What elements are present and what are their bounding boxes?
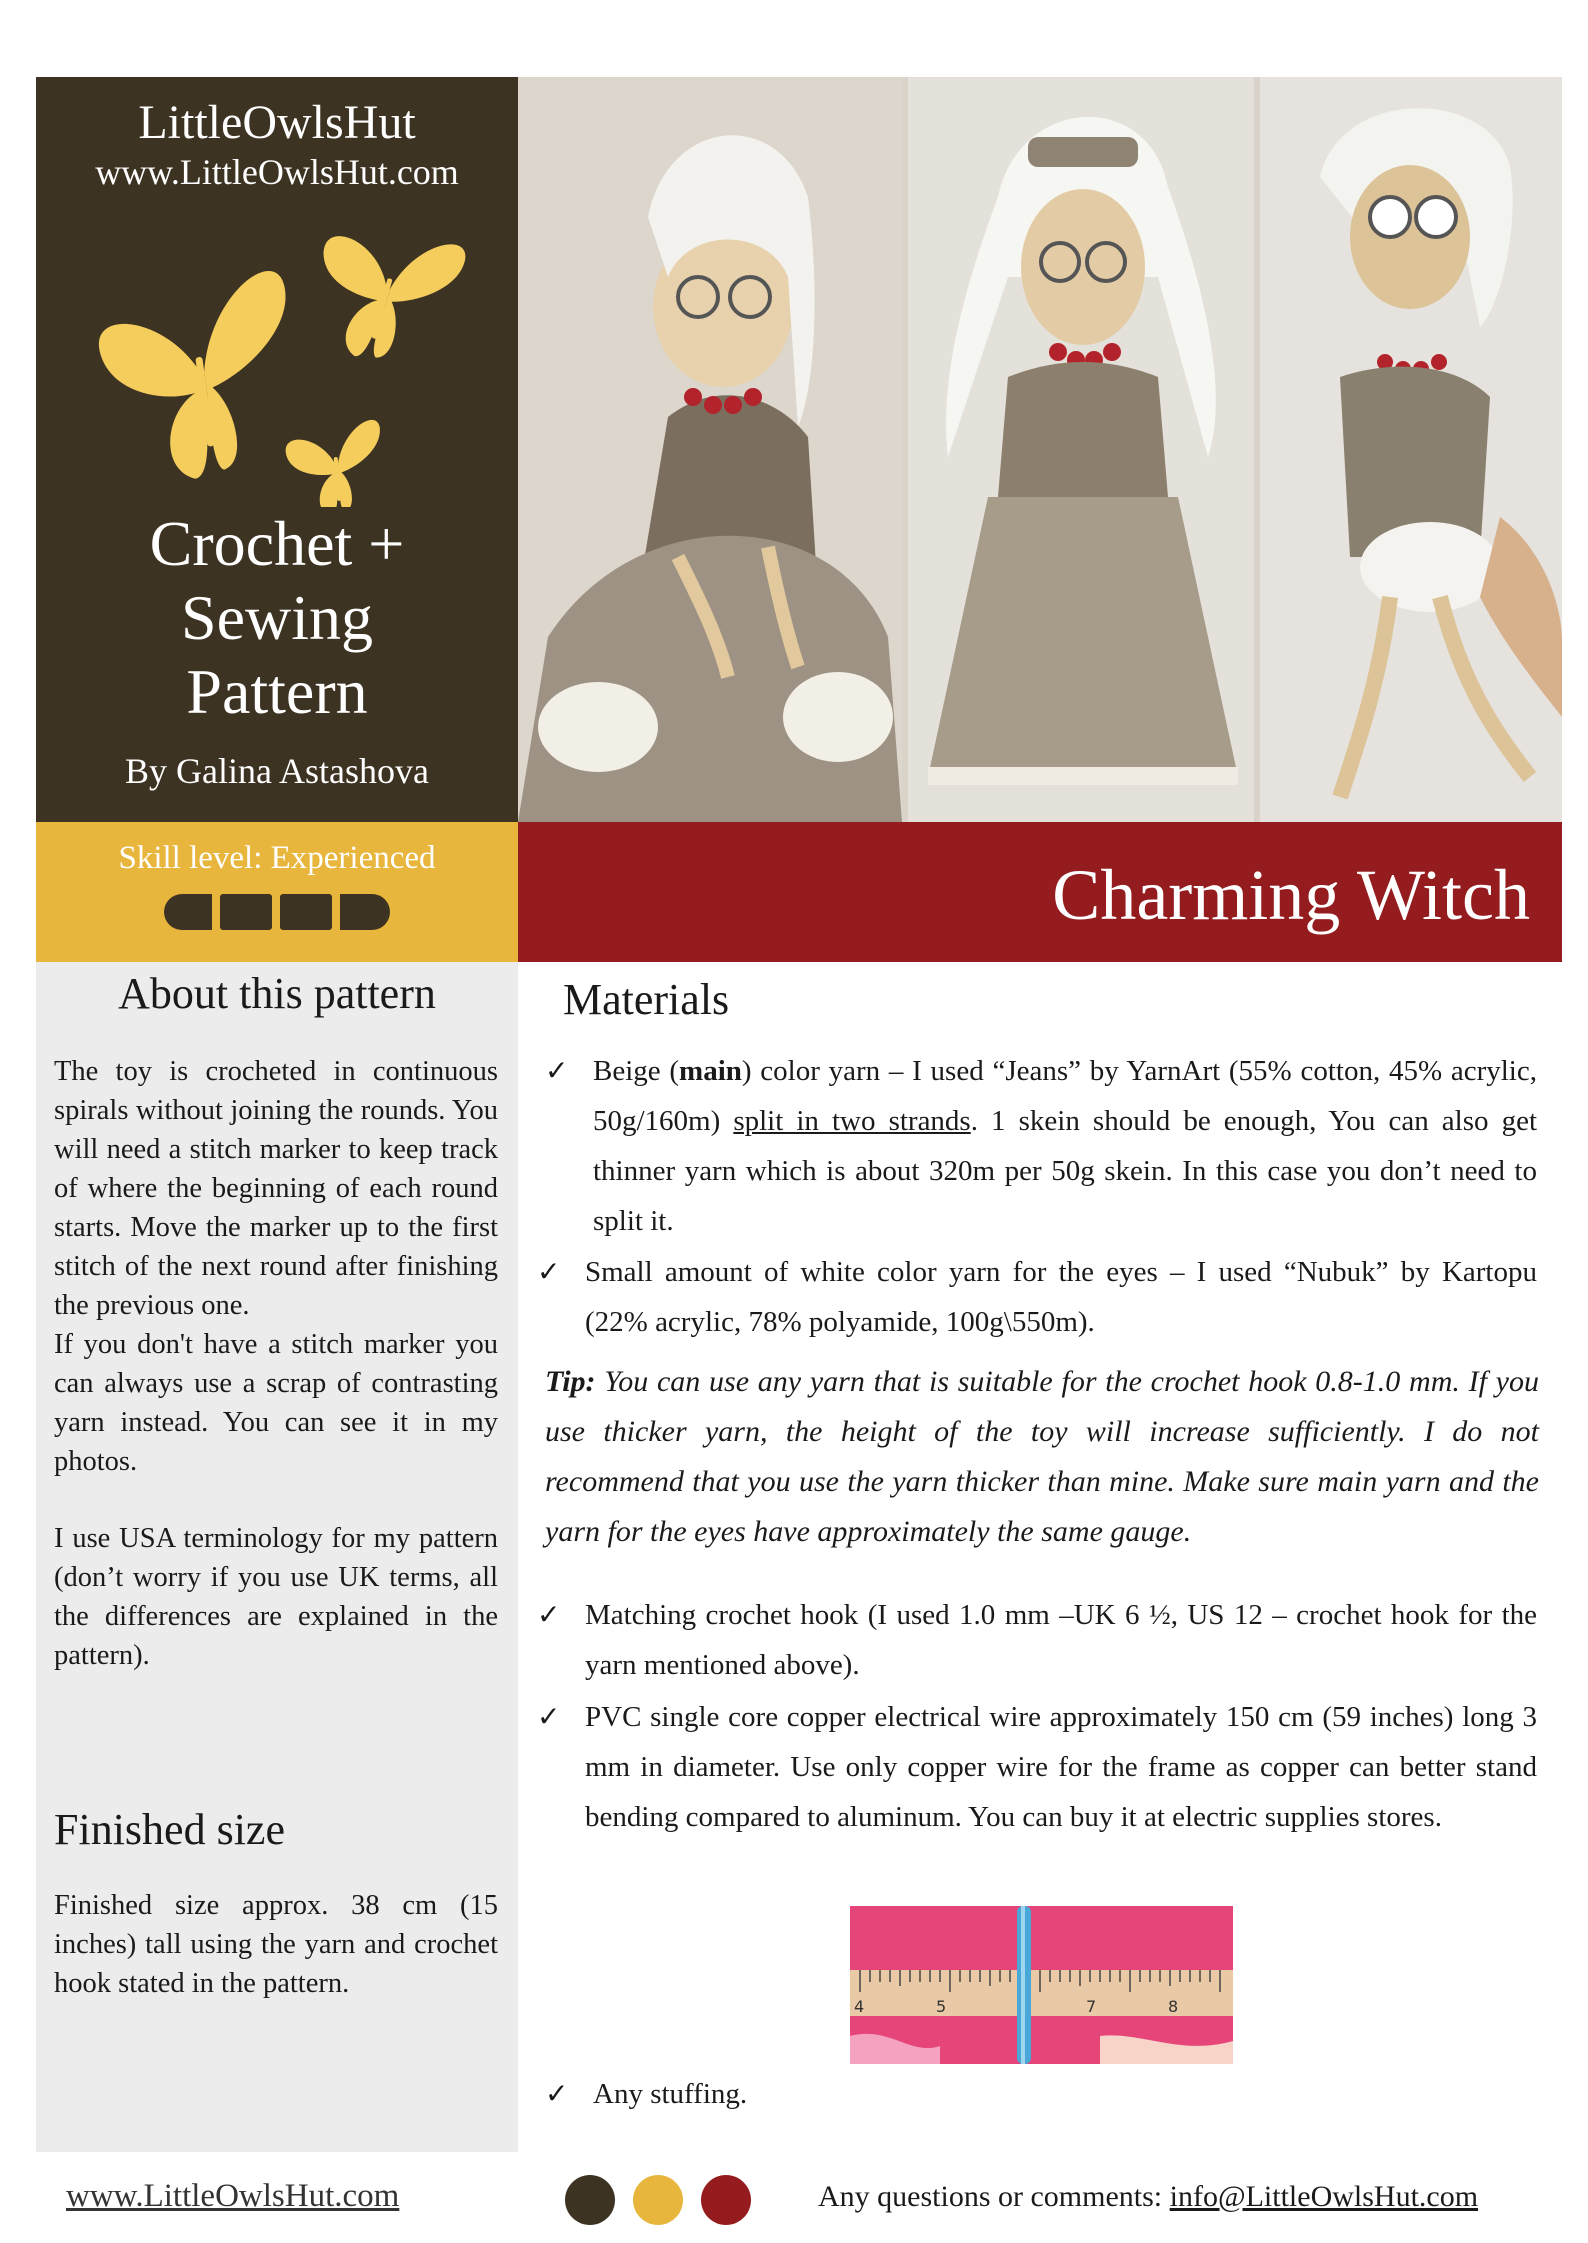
doll-photo-standing: [908, 77, 1254, 822]
ruler-number: 8: [1168, 1997, 1179, 2016]
author: By Galina Astashova: [125, 751, 429, 791]
color-dot-red: [701, 2175, 751, 2225]
pattern-type-line-2: Sewing: [181, 582, 373, 653]
brand-name: LittleOwlsHut: [138, 96, 416, 149]
pattern-type-line-3: Pattern: [186, 656, 368, 727]
color-dot-icon: [563, 2173, 763, 2227]
brand-panel: [36, 77, 518, 822]
checkmark-icon: ✓: [537, 1700, 561, 1733]
pattern-title: Charming Witch: [1052, 855, 1530, 935]
skill-segment-4: [340, 894, 390, 930]
skill-segment-3: [280, 894, 332, 930]
materials-heading: Materials: [563, 975, 730, 1024]
bold-word: main: [679, 1055, 742, 1087]
contact-label: Any questions or comments:: [818, 2180, 1170, 2213]
checkmark-icon: ✓: [537, 1598, 561, 1631]
about-heading: About this pattern: [118, 969, 436, 1018]
materials-item-yarn-eyes: ✓ Small amount of white color yarn for the eyes – I used “Nubuk” by Kartopu (22% acrylic, 78% polyamide, 100g\550m).: [585, 1247, 1537, 1347]
skill-segment-1: [164, 894, 212, 930]
brand-url[interactable]: www.LittleOwlsHut.com: [95, 152, 459, 192]
about-paragraph: The toy is crocheted in continuous spirals without joining the rounds. You will need a stitch marker to keep track of where the beginning of each round starts. Move the marker up to the first stitch of the next round after finishing the previous one.: [54, 1056, 498, 1321]
about-paragraph: If you don't have a stitch marker you can always use a scrap of contrasting yarn instead. You can see it in my photos.: [54, 1329, 498, 1477]
materials-item-yarn-main: ✓ Beige (main) color yarn – I used “Jeans” by YarnArt (55% cotton, 45% acrylic, 50g/160m) split in two strands. 1 skein should be enough, You can also get thinner yarn which is about 320m per 50g skein. In this case you don’t need to split it.: [593, 1046, 1537, 1246]
about-panel: [36, 962, 518, 2152]
checkmark-icon: ✓: [545, 1054, 569, 1087]
tip-text: You can use any yarn that is suitable for the crochet hook 0.8-1.0 mm. If you use thicker yarn, the height of the toy will increase sufficiently. I do not recommend that you use the yarn thicker than mine. Make sure main yarn and the yarn for the eyes have approximately the same gauge.: [545, 1365, 1539, 1548]
about-paragraph: I use USA terminology for my pattern (don’t worry if you use UK terms, all the differences are explained in the pattern).: [54, 1523, 498, 1671]
about-text: [54, 1052, 498, 1675]
doll-photo-held: [1260, 77, 1562, 822]
pattern-type: [36, 507, 518, 729]
skill-panel: [36, 822, 518, 962]
checkmark-icon: ✓: [545, 2077, 569, 2110]
doll-photos: [518, 77, 1562, 822]
tip: [545, 1357, 1539, 1557]
materials-item-stuffing: ✓ Any stuffing.: [593, 2069, 1193, 2119]
materials-item-wire: ✓ PVC single core copper electrical wire approximately 150 cm (59 inches) long 3 mm in diameter. Use only copper wire for the frame as copper can better stand bending compared to aluminum. You can buy it at electric supplies stores.: [585, 1692, 1537, 1842]
color-dot-gold: [633, 2175, 683, 2225]
ruler-number: 4: [854, 1997, 865, 2016]
skill-level-label: Skill level: Experienced: [118, 840, 436, 876]
skill-level-bar: [160, 890, 400, 934]
email-link[interactable]: info@LittleOwlsHut.com: [1169, 2180, 1479, 2213]
contact-line: [818, 2180, 1478, 2214]
butterfly-icon: [86, 207, 486, 507]
checkmark-icon: ✓: [537, 1255, 561, 1288]
materials-item-hook: ✓ Matching crochet hook (I used 1.0 mm –UK 6 ½, US 12 – crochet hook for the yarn mentioned above).: [585, 1590, 1537, 1690]
skill-segment-2: [220, 894, 272, 930]
doll-photo-sitting: [518, 77, 902, 822]
finished-size-heading: Finished size: [54, 1805, 285, 1854]
footer-url-link[interactable]: www.LittleOwlsHut.com: [66, 2178, 400, 2214]
wire-photo: [850, 1906, 1233, 2064]
color-dot-brown: [565, 2175, 615, 2225]
ruler-number: 5: [936, 1997, 947, 2016]
ruler-number: 7: [1086, 1997, 1097, 2016]
title-band: [518, 822, 1562, 962]
finished-size-text: Finished size approx. 38 cm (15 inches) tall using the yarn and crochet hook stated in the pattern.: [54, 1890, 498, 1999]
tip-label: Tip:: [545, 1365, 596, 1398]
pattern-type-line-1: Crochet +: [149, 508, 405, 579]
underlined-phrase: split in two strands: [733, 1105, 971, 1137]
